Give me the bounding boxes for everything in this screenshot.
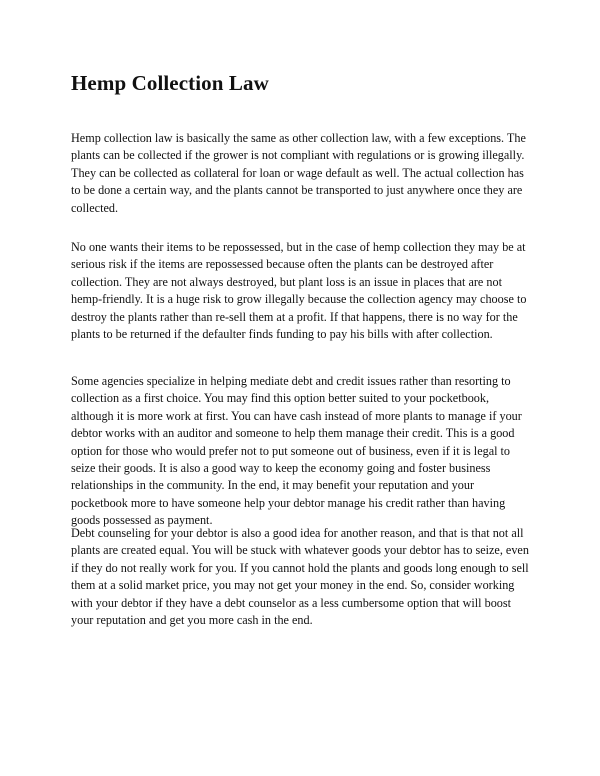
paragraph-3: Some agencies specialize in helping mediate debt and credit issues rather than resorting to collection as a first choice. You may find this option better suited to your pocketbook, although it is more work at first. You can have cash instead of more plants to manage if your debtor works with an auditor and someone to help them manage their credit. This is a good option for those who would prefer not to put someone out of business, even if it is legal to seize their goods. It is also a good way to keep the economy going and foster business relationships in the community. In the end, it may benefit your reputation and your pocketbook more to have someone help your debtor manage his credit rather than having goods possessed as payment.	[71, 374, 522, 528]
paragraph-2: No one wants their items to be repossessed, but in the case of hemp collection they may be at serious risk if the items are repossessed because often the plants can be destroyed after collection. They are not always destroyed, but plant loss is an issue in places that are not hemp-friendly. It is a huge risk to grow illegally because the collection agency may choose to destroy the plants rather than re-sell them at a profit. If that happens, there is no way for the plants to be returned if the defaulter finds funding to pay his bills with after collection.	[71, 240, 527, 342]
paragraph-4: Debt counseling for your debtor is also a good idea for another reason, and that is that not all plants are created equal. You will be stuck with whatever goods your debtor has to seize, even if they do not really work for you. If you cannot hold the plants and goods long enough to sell them at a solid market price, you may not get your money in the end. So, consider working with your debtor if they have a debt counselor as a less cumbersome option that will boost your reputation and get you more cash in the end.	[71, 526, 529, 628]
paragraph-1: Hemp collection law is basically the same as other collection law, with a few exceptions. The plants can be collected if the grower is not compliant with regulations or is growing illegally. They can be collected as collateral for loan or wage default as well. The actual collection has to be done a certain way, and the plants cannot be transported to just anywhere once they are collected.	[71, 131, 526, 215]
page-title: Hemp Collection Law	[71, 71, 269, 95]
